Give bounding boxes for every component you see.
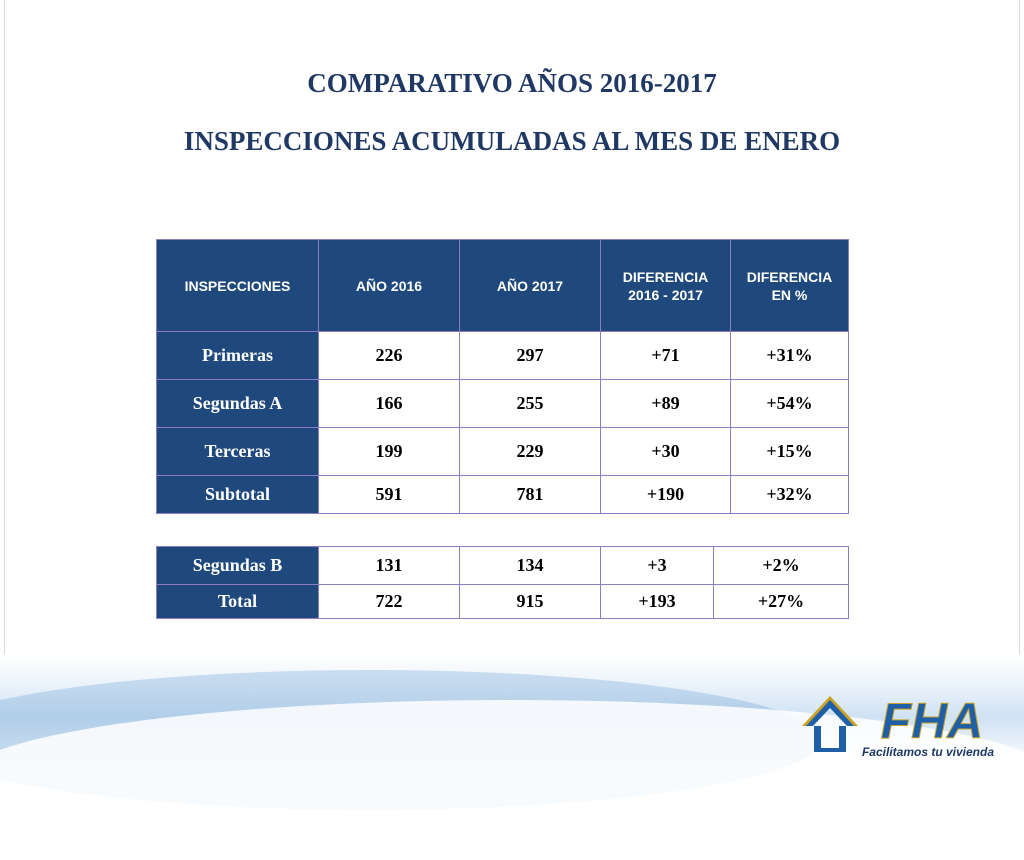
value-2016: 131 xyxy=(319,547,460,585)
value-difference: +89 xyxy=(601,380,731,428)
row-label: Total xyxy=(157,585,319,619)
page-title: COMPARATIVO AÑOS 2016-2017 xyxy=(307,68,717,98)
totals-table xyxy=(156,546,849,619)
row-label: Subtotal xyxy=(157,476,319,514)
house-icon xyxy=(802,696,858,752)
fha-logo xyxy=(800,688,1012,760)
value-percent: +2% xyxy=(714,547,849,585)
table-row-total xyxy=(157,585,849,619)
table-row xyxy=(157,547,849,585)
value-difference: +3 xyxy=(601,547,714,585)
value-2017: 297 xyxy=(460,332,601,380)
value-2017: 255 xyxy=(460,380,601,428)
inspections-table xyxy=(156,239,849,514)
value-percent: +31% xyxy=(731,332,849,380)
value-difference: +193 xyxy=(601,585,714,619)
value-2016: 199 xyxy=(319,428,460,476)
table-row xyxy=(157,428,849,476)
table-row xyxy=(157,332,849,380)
row-label: Terceras xyxy=(157,428,319,476)
value-percent: +54% xyxy=(731,380,849,428)
header-difference-line2: 2016 - 2017 xyxy=(628,286,703,303)
value-2016: 591 xyxy=(319,476,460,514)
header-difference-line1: DIFERENCIA xyxy=(622,268,709,285)
header-difference-percent xyxy=(731,240,849,332)
value-2016: 166 xyxy=(319,380,460,428)
value-2017: 781 xyxy=(460,476,601,514)
row-label: Primeras xyxy=(157,332,319,380)
value-difference: +30 xyxy=(601,428,731,476)
page-subtitle: INSPECCIONES ACUMULADAS AL MES DE ENERO xyxy=(183,126,841,156)
table-row-subtotal xyxy=(157,476,849,514)
value-2017: 134 xyxy=(460,547,601,585)
row-label: Segundas A xyxy=(157,380,319,428)
value-2016: 722 xyxy=(319,585,460,619)
value-2016: 226 xyxy=(319,332,460,380)
value-percent: +32% xyxy=(731,476,849,514)
table-header-row xyxy=(157,240,849,332)
value-2017: 915 xyxy=(460,585,601,619)
header-year-2016: AÑO 2016 xyxy=(319,240,460,332)
header-percent-line2: EN % xyxy=(771,286,808,303)
value-percent: +27% xyxy=(714,585,849,619)
value-difference: +71 xyxy=(601,332,731,380)
header-inspecciones: INSPECCIONES xyxy=(157,240,319,332)
header-year-2017: AÑO 2017 xyxy=(460,240,601,332)
header-difference xyxy=(601,240,731,332)
value-2017: 229 xyxy=(460,428,601,476)
table-row xyxy=(157,380,849,428)
value-difference: +190 xyxy=(601,476,731,514)
logo-brand-text: FHA xyxy=(880,693,984,749)
header-percent-line1: DIFERENCIA xyxy=(746,268,833,285)
row-label: Segundas B xyxy=(157,547,319,585)
logo-tagline: Facilitamos tu vivienda xyxy=(861,745,995,759)
value-percent: +15% xyxy=(731,428,849,476)
